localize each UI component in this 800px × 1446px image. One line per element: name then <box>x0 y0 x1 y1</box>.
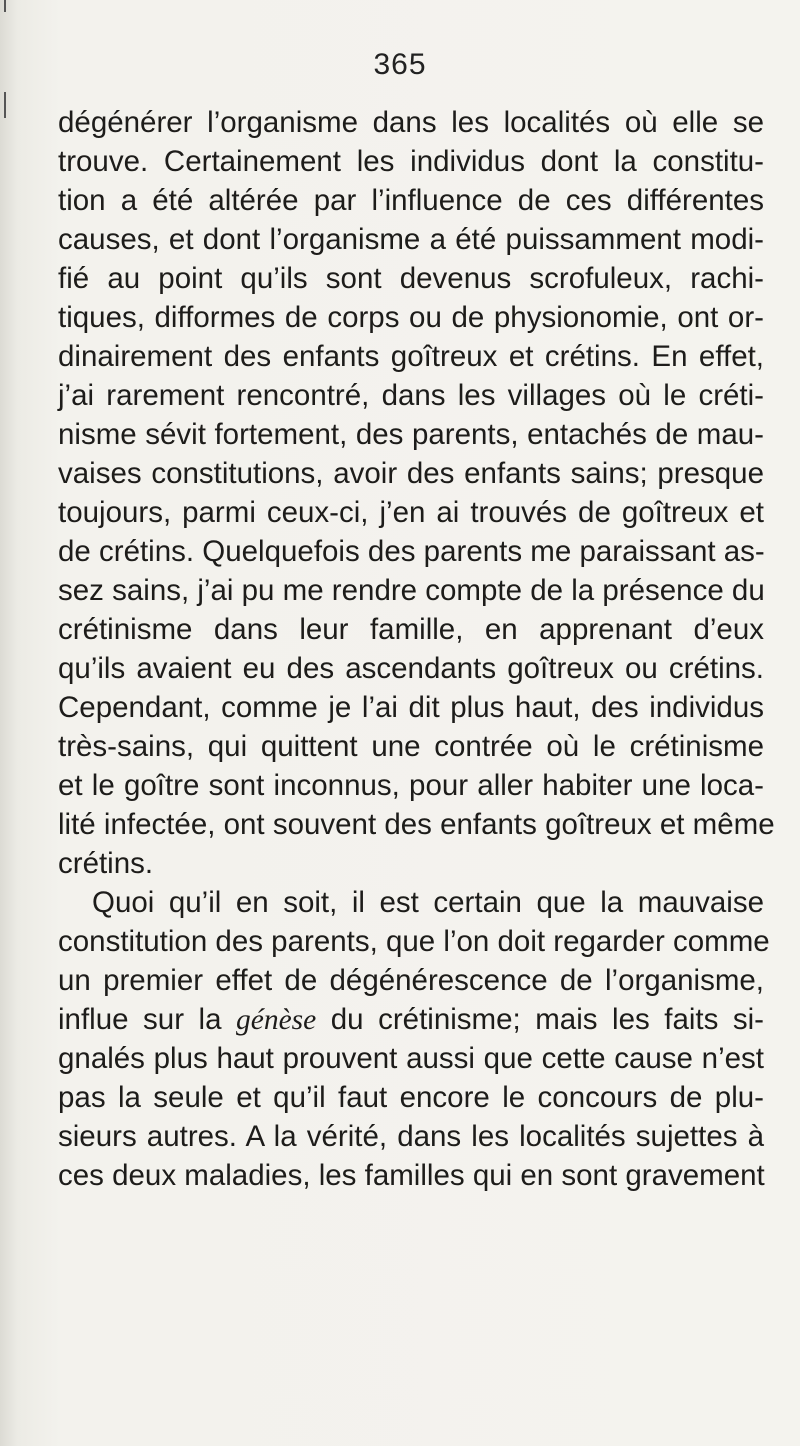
text-line: constitution des parents, que l’on doit regarder comme <box>58 925 770 958</box>
body-text <box>58 103 775 1195</box>
text-line: qu’ils avaient eu des ascendants goîtreux ou crétins. <box>58 652 764 685</box>
margin-mark <box>4 0 6 12</box>
text-line: très-sains, qui quittent une contrée où le crétinisme <box>58 730 764 763</box>
text-span: influe sur la <box>58 1003 236 1036</box>
text-line: Cependant, comme je l’ai dit plus haut, des individus <box>58 691 764 724</box>
text-line: lité infectée, ont souvent des enfants goîtreux et même <box>58 808 775 841</box>
text-line: crétins. <box>58 847 154 880</box>
text-line: de crétins. Quelquefois des parents me paraissant as- <box>58 535 765 568</box>
text-line: gnalés plus haut prouvent aussi que cette cause n’est <box>58 1042 764 1075</box>
text-span: du crétinisme; mais les faits si- <box>316 1003 764 1036</box>
text-line: fié au point qu’ils sont devenus scrofuleux, rachi- <box>58 262 764 295</box>
text-line: nisme sévit fortement, des parents, entachés de mau- <box>58 418 764 451</box>
text-line: dégénérer l’organisme dans les localités où elle se <box>58 106 764 139</box>
margin-mark <box>4 92 6 118</box>
text-line: sieurs autres. A la vérité, dans les localités sujettes à <box>58 1120 764 1153</box>
text-line: trouve. Certainement les individus dont la constitu- <box>58 145 764 178</box>
text-line: crétinisme dans leur famille, en apprenant d’eux <box>58 613 764 646</box>
text-line: dinairement des enfants goîtreux et crétins. En effet, <box>58 340 764 373</box>
text-line: ces deux maladies, les familles qui en sont gravement <box>58 1159 765 1192</box>
text-line: causes, et dont l’organisme a été puissamment modi- <box>58 223 764 256</box>
italic-word: génèse <box>236 1004 317 1036</box>
text-line-with-italic <box>58 1000 764 1039</box>
text-line: j’ai rarement rencontré, dans les villages où le créti- <box>58 379 764 412</box>
text-line: pas la seule et qu’il faut encore le concours de plu- <box>58 1081 764 1114</box>
text-line: tion a été altérée par l’influence de ces différentes <box>58 184 764 217</box>
page-number: 365 <box>373 48 427 81</box>
text-line: sez sains, j’ai pu me rendre compte de la présence du <box>58 574 765 607</box>
text-line: vaises constitutions, avoir des enfants sains; presque <box>58 457 764 490</box>
text-line: et le goître sont inconnus, pour aller habiter une loca- <box>58 769 764 802</box>
text-line: toujours, parmi ceux-ci, j’en ai trouvés de goîtreux et <box>58 496 764 529</box>
text-line: un premier effet de dégénérescence de l’organisme, <box>58 964 764 997</box>
text-line: Quoi qu’il en soit, il est certain que la mauvaise <box>92 886 764 919</box>
text-line: tiques, difformes de corps ou de physionomie, ont or- <box>58 301 764 334</box>
